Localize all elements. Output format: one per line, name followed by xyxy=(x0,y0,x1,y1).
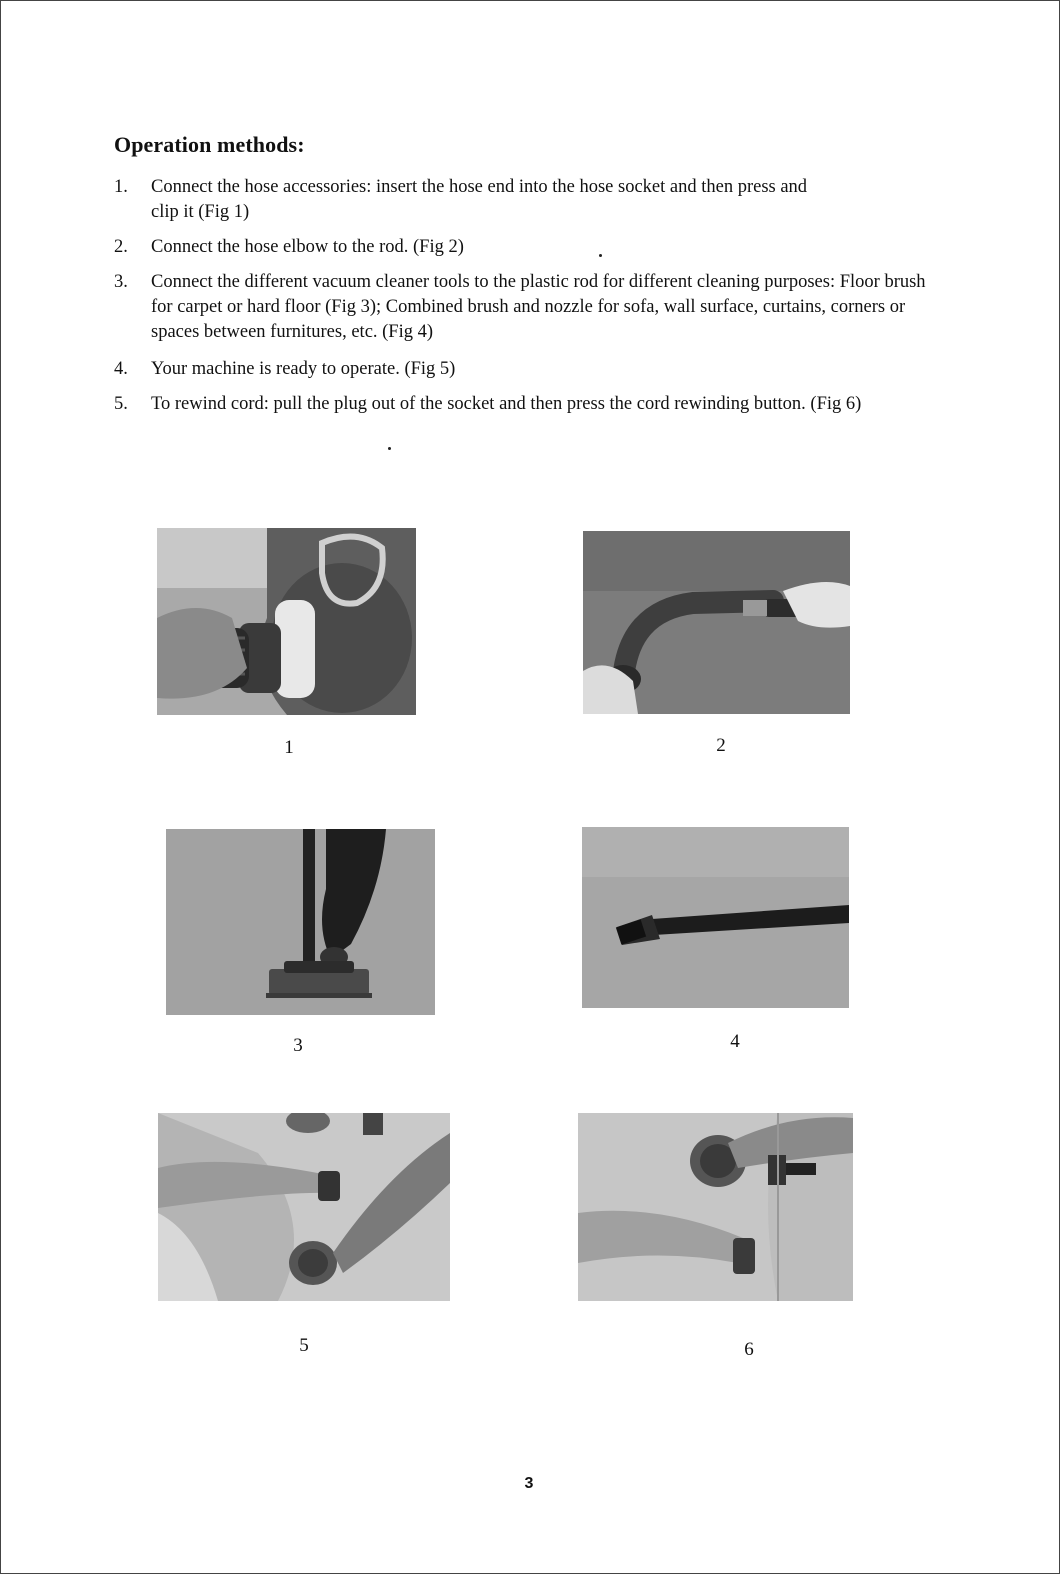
machine-power-illustration xyxy=(158,1113,450,1301)
step-text: To rewind cord: pull the plug out of the socket and then press the cord rewinding button. (Fig 6) xyxy=(151,394,862,414)
figure-4-photo xyxy=(582,827,849,1008)
step-number: 5. xyxy=(114,394,128,414)
step-item xyxy=(114,235,954,260)
step-item xyxy=(114,175,954,225)
step-item xyxy=(114,392,954,417)
figure-1-photo xyxy=(157,528,416,715)
page-number: 3 xyxy=(524,1475,534,1492)
figure-3-photo xyxy=(166,829,435,1015)
step-number: 3. xyxy=(114,272,128,292)
operation-steps-list xyxy=(114,175,954,427)
step-text: Connect the hose accessories: insert the hose end into the hose socket and then press and clip it (Fig 1) xyxy=(151,177,808,222)
figure-4-caption: 4 xyxy=(730,1031,740,1052)
crevice-nozzle-illustration xyxy=(582,827,849,1008)
stray-dot xyxy=(599,254,602,257)
figure-1-caption: 1 xyxy=(284,737,294,758)
figure-5-caption: 5 xyxy=(299,1335,309,1356)
step-text: Your machine is ready to operate. (Fig 5) xyxy=(151,359,456,379)
figure-6-photo xyxy=(578,1113,853,1301)
figure-3-caption: 3 xyxy=(293,1035,303,1056)
step-number: 4. xyxy=(114,359,128,379)
figure-6-caption: 6 xyxy=(744,1339,754,1360)
step-number: 2. xyxy=(114,237,128,257)
hose-elbow-illustration xyxy=(583,531,850,714)
stray-dot xyxy=(388,447,391,450)
figure-5-photo xyxy=(158,1113,450,1301)
section-heading: Operation methods: xyxy=(114,132,305,157)
floor-brush-illustration xyxy=(166,829,435,1015)
step-text: Connect the different vacuum cleaner tools to the plastic rod for different cleaning purposes: Floor brush for carpet or hard floor (Fig 3); Combined brush and nozzle for sofa, wall surface, curtains, corners or spaces between furnitures, etc. (Fig 4) xyxy=(151,272,926,342)
figure-2-caption: 2 xyxy=(716,735,726,756)
step-number: 1. xyxy=(114,177,128,197)
hose-socket-illustration xyxy=(157,528,416,715)
step-text: Connect the hose elbow to the rod. (Fig 2) xyxy=(151,237,464,257)
figure-2-photo xyxy=(583,531,850,714)
cord-rewind-illustration xyxy=(578,1113,853,1301)
step-item xyxy=(114,357,954,382)
step-item xyxy=(114,270,954,345)
